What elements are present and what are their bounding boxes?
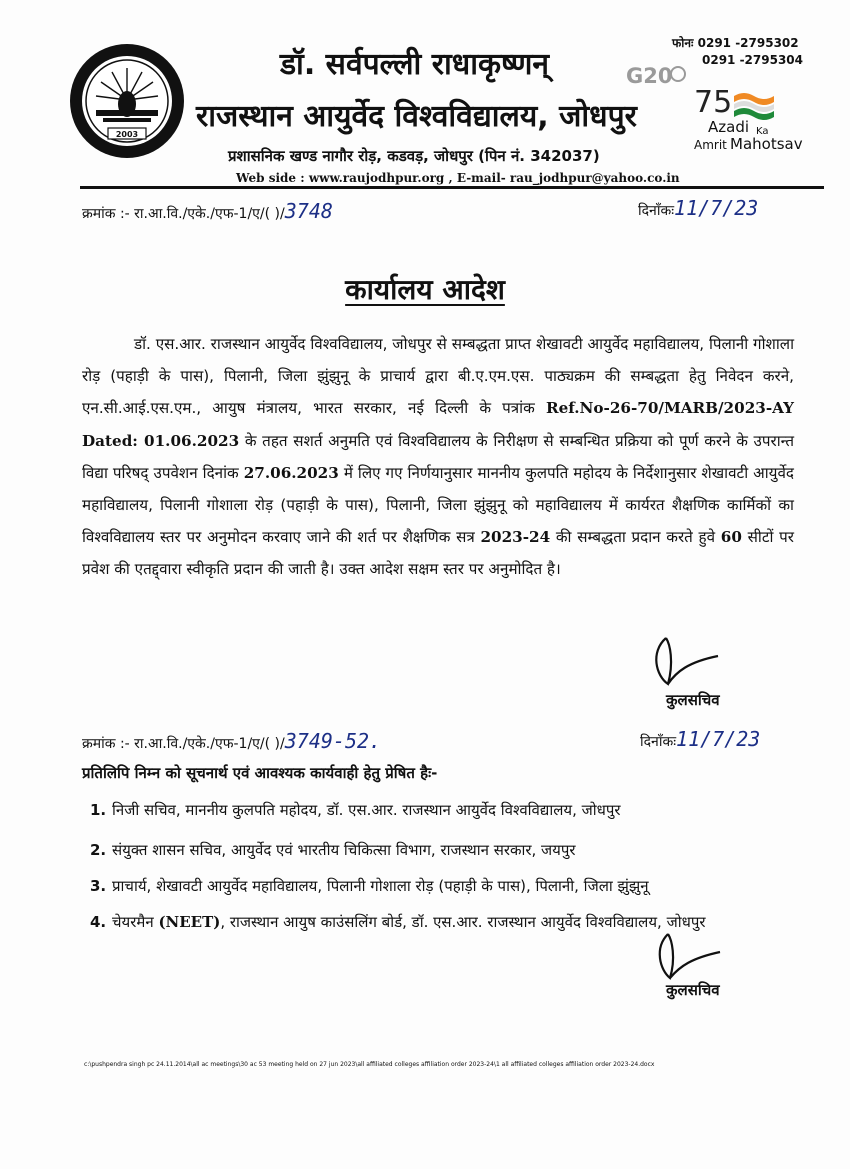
copy-to-item: 4. चेयरमैन (NEET), राजस्थान आयुष काउंसलिंग बोर्ड, डॉ. एस.आर. राजस्थान आयुर्वेद विश्वविद्यालय, जोधपुर	[90, 913, 706, 931]
university-address: प्रशासनिक खण्ड नागौर रोड़, कडवड़, जोधपुर (पिन नं. 342037)	[228, 147, 600, 165]
copy-to-heading: प्रतिलिपि निम्न को सूचनार्थ एवं आवश्यक कार्यवाही हेतु प्रेषित हैः-	[82, 764, 438, 782]
g20-logo	[624, 62, 688, 88]
copy-date-value: 11/7/23	[676, 727, 761, 751]
order-reference-prefix: क्रमांक :- रा.आ.वि./एके./एफ-1/ए/( )/	[82, 206, 285, 222]
azadi-75-text: 75	[694, 85, 733, 120]
order-date	[638, 196, 758, 220]
copy-reference-prefix: क्रमांक :- रा.आ.वि./एके./एफ-1/ए/( )/	[82, 736, 285, 752]
copy-date-label: दिनाँकः	[640, 734, 677, 750]
copy-reference-number: 3749-52.	[284, 729, 382, 753]
order-date-label: दिनाँकः	[638, 203, 675, 219]
academic-session: 2023-24	[480, 528, 551, 547]
azadi-text: Azadi	[708, 118, 750, 136]
ncism-reference: Ref.No-26-70/MARB/2023-AY Dated: 01.06.2023	[82, 399, 794, 450]
file-path-footer: c:\pushpendra singh pc 24.11.2014\all ac meetings\30 ac 53 meeting held on 27 jun 2023\all affiliated colleges affiliation order 2023-24\1 all affiliated colleges affiliation order 2023-24.docx	[84, 1061, 655, 1068]
order-date-value: 11/7/23	[674, 196, 759, 220]
university-name-line2: राजस्थान आयुर्वेद विश्वविद्यालय, जोधपुर	[196, 99, 637, 134]
copy-date	[640, 727, 760, 751]
header-divider	[80, 186, 824, 189]
copy-reference	[82, 729, 381, 753]
seat-count: 60	[720, 528, 742, 547]
university-name-line1: डॉ. सर्वपल्ली राधाकृष्णन्	[280, 47, 550, 82]
registrar-title-copy: कुलसचिव	[666, 981, 720, 999]
azadi-amrit-text: Amrit	[694, 138, 727, 152]
order-reference	[82, 199, 333, 223]
order-reference-number: 3748	[284, 199, 333, 223]
logo-year: 2003	[115, 130, 139, 139]
g20-logo-text: G20	[626, 64, 673, 88]
document-title: कार्यालय आदेश	[345, 273, 505, 306]
azadi-mahotsav-text: Mahotsav	[730, 135, 803, 153]
website-email-line: Web side : www.raujodhpur.org , E-mail- rau_jodhpur@yahoo.co.in	[236, 171, 680, 185]
university-logo	[68, 42, 186, 160]
azadi-ka-text: Ka	[756, 126, 769, 137]
phone-numbers	[672, 35, 803, 69]
order-body-paragraph: डॉ. एस.आर. राजस्थान आयुर्वेद विश्वविद्यालय, जोधपुर से सम्बद्धता प्राप्त शेखावटी आयुर्वेद महाविद्यालय, पिलानी गोशाला रोड़ (पहाड़ी के पास), पिलानी, जिला झुंझुनू के प्राचार्य द्वारा बी.ए.एम.एस. पाठ्यक्रम की सम्बद्धता हेतु निवेदन करने, एन.सी.आई.एस.एम., आयुष मंत्रालय, भारत सरकार, नई दिल्ली के पत्रांक Ref.No-26-70/MARB/2023-AY Dated: 01.06.2023 के तहत सशर्त अनुमति एवं विश्वविद्यालय के निरीक्षण से सम्बन्धित प्रक्रिया को पूर्ण करने के उपरान्त विद्या परिषद् उपवेशन दिनांक 27.06.2023 में लिए गए निर्णयानुसार माननीय कुलपति महोदय के निर्देशानुसार शेखावटी आयुर्वेद महाविद्यालय, पिलानी गोशाला रोड़ (पहाड़ी के पास), पिलानी, जिला झुंझुनू को महाविद्यालय में कार्यरत शैक्षणिक कार्मिकों का विश्वविद्यालय स्तर पर अनुमोदन करवाए जाने की शर्त पर शैक्षणिक सत्र 2023-24 की सम्बद्धता प्रदान करते हुवे 60 सीटों पर प्रवेश की एतद्द्वारा स्वीकृति प्रदान की जाती है। उक्त आदेश सक्षम स्तर पर अनुमोदित है।	[82, 335, 794, 579]
copy-to-item: 1. निजी सचिव, माननीय कुलपति महोदय, डॉ. एस.आर. राजस्थान आयुर्वेद विश्वविद्यालय, जोधपुर	[90, 801, 621, 819]
phone-number-1: फोनः 0291 -2795302	[672, 36, 799, 50]
meeting-date: 27.06.2023	[243, 463, 339, 482]
copy-to-item: 2. संयुक्त शासन सचिव, आयुर्वेद एवं भारतीय चिकित्सा विभाग, राजस्थान सरकार, जयपुर	[90, 841, 576, 859]
copy-to-item: 3. प्राचार्य, शेखावटी आयुर्वेद महाविद्यालय, पिलानी गोशाला रोड़ (पहाड़ी के पास), पिलानी, जिला झुंझुनू	[90, 877, 649, 895]
registrar-title: कुलसचिव	[666, 691, 720, 709]
azadi-ka-amrit-mahotsav-logo	[694, 82, 803, 154]
phone-number-2: 0291 -2795304	[702, 53, 804, 67]
